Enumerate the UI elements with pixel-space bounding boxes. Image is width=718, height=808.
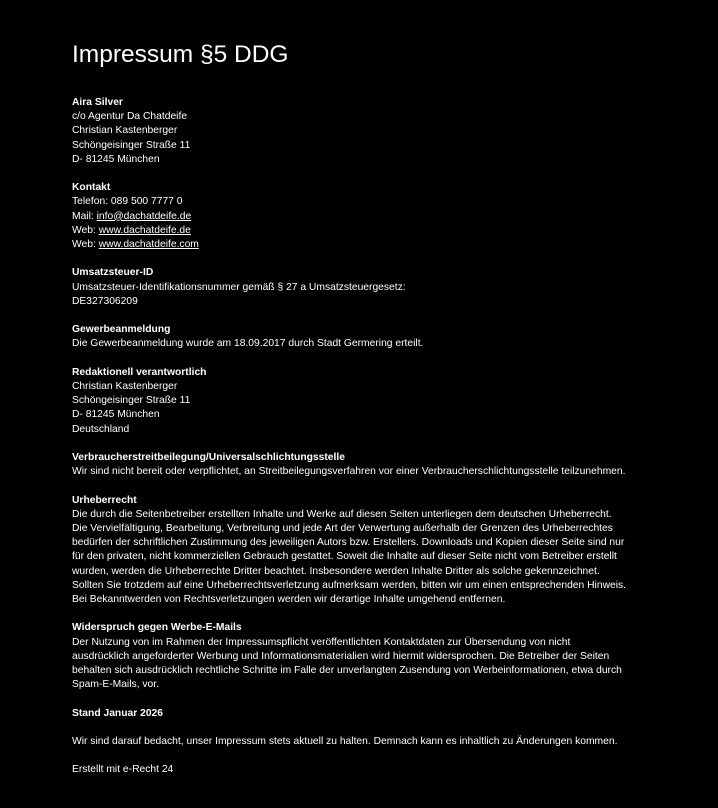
objection-heading: Widerspruch gegen Werbe-E-Mails xyxy=(72,622,242,634)
web-line xyxy=(72,238,652,252)
web-label: Web: xyxy=(72,224,99,236)
web-line xyxy=(72,224,652,238)
copyright-line: Die durch die Seitenbetreiber erstellten Inhalte und Werke auf diesen Seiten unterliegen dem deutschen Urheberrecht. xyxy=(72,508,612,520)
address-line: D- 81245 München xyxy=(72,153,160,165)
address-line: c/o Agentur Da Chatdeife xyxy=(72,111,188,123)
mail-label: Mail: xyxy=(72,210,97,222)
vat-line: Umsatzsteuer-Identifikationsnummer gemäß § 27 a Umsatzsteuergesetz: xyxy=(72,281,406,293)
address-line: Christian Kastenberger xyxy=(72,125,178,137)
website-com-link[interactable]: www.dachatdeife.com xyxy=(98,239,199,251)
objection-section xyxy=(72,621,652,692)
copyright-line: Die Vervielfältigung, Bearbeitung, Verbreitung und jede Art der Verwertung außerhalb der Grenzen des Urheberrechtes xyxy=(72,523,613,534)
trade-section xyxy=(72,323,652,351)
trade-text: Die Gewerbeanmeldung wurde am 18.09.2017 durch Stadt Germering erteilt. xyxy=(72,338,424,350)
objection-line: behalten sich ausdrücklich rechtliche Schritte im Falle der unverlangten Zusendung von Werbeinformationen, etwa durch xyxy=(72,665,622,677)
copyright-line: bedürfen der schriftlichen Zustimmung des jeweiligen Autors bzw. Erstellers. Downloads und Kopien dieser Seite sind nur xyxy=(72,537,625,549)
copyright-line: Sollten Sie trotzdem auf eine Urheberrechtsverletzung aufmerksam werden, bitten wir um einen entsprechenden Hinweis. xyxy=(72,579,627,591)
dispute-heading: Verbraucherstreitbeilegung/Universalschlichtungsstelle xyxy=(72,452,345,463)
editorial-line: Christian Kastenberger xyxy=(72,381,178,392)
trade-heading: Gewerbeanmeldung xyxy=(72,324,171,336)
editorial-line: D- 81245 München xyxy=(72,409,160,421)
copyright-section xyxy=(72,494,652,608)
mail-line xyxy=(72,210,652,224)
objection-line: ausdrücklich angeforderter Werbung und Informationsmaterialien wird hiermit widersprochen. Die Betreiber der Seiten xyxy=(72,650,610,662)
copyright-line: für den privaten, nicht kommerziellen Gebrauch gestattet. Soweit die Inhalte auf dieser Seite nicht vom Betreiber erstellt xyxy=(72,551,617,563)
copyright-heading: Urheberrecht xyxy=(72,494,137,506)
dispute-text: Wir sind nicht bereit oder verpflichtet, an Streitbeilegungsverfahren vor einer Verbraucherschlichtungsstelle teilzunehmen. xyxy=(72,466,626,478)
phone-line: Telefon: 089 500 7777 0 xyxy=(72,196,183,208)
copyright-line: Bei Bekanntwerden von Rechtsverletzungen werden wir derartige Inhalte umgehend entfernen. xyxy=(72,594,506,606)
editorial-line: Schöngeisinger Straße 11 xyxy=(72,395,191,407)
update-note: Wir sind darauf bedacht, unser Impressum stets aktuell zu halten. Demnach kann es inhaltlich zu Änderungen kommen. xyxy=(72,736,618,747)
website-de-link[interactable]: www.dachatdeife.de xyxy=(98,224,191,236)
vat-section xyxy=(72,266,652,309)
contact-heading: Kontakt xyxy=(72,182,111,194)
stand-date: Stand Januar 2026 xyxy=(72,707,163,719)
vat-heading: Umsatzsteuer-ID xyxy=(72,267,154,279)
contact-section xyxy=(72,181,652,252)
copyright-line: wurden, werden die Urheberrechte Dritter beachtet. Insbesondere werden Inhalte Dritter als solche gekennzeichnet. xyxy=(72,565,600,577)
mail-link[interactable]: info@dachatdeife.de xyxy=(96,210,192,222)
created-with: Erstellt mit e-Recht 24 xyxy=(72,764,174,776)
editorial-heading: Redaktionell verantwortlich xyxy=(72,366,207,378)
address-heading: Aira Silver xyxy=(72,97,123,108)
vat-number: DE327306209 xyxy=(72,295,138,307)
address-section xyxy=(72,96,652,167)
address-line: Schöngeisinger Straße 11 xyxy=(72,139,191,151)
objection-line: Spam-E-Mails, vor. xyxy=(72,679,159,691)
editorial-section xyxy=(72,366,652,437)
editorial-line: Deutschland xyxy=(72,423,130,435)
web-label: Web: xyxy=(72,239,99,251)
page-title: Impressum §5 DDG xyxy=(72,41,289,68)
dispute-section xyxy=(72,451,652,479)
objection-line: Der Nutzung von im Rahmen der Impressumspflicht veröffentlichten Kontaktdaten zur Übersendung von nicht xyxy=(72,636,571,648)
